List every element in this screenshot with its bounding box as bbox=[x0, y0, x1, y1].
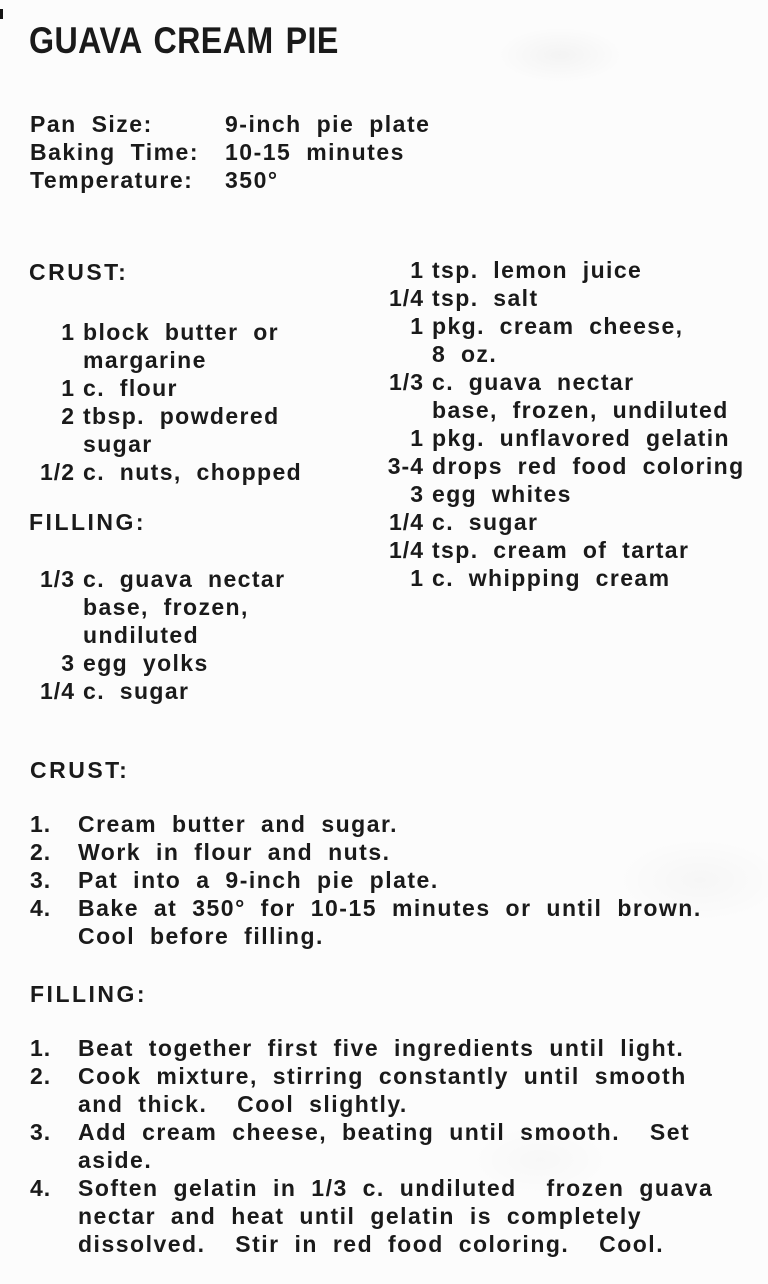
ingredient-row bbox=[378, 452, 745, 480]
step-number bbox=[30, 922, 78, 950]
step-number: 3. bbox=[30, 867, 52, 893]
step-number: 3. bbox=[30, 1119, 52, 1145]
ingredient-text: c. sugar bbox=[432, 509, 539, 535]
ingredient-row bbox=[378, 368, 745, 396]
meta-value: 350° bbox=[225, 167, 279, 193]
ingredient-qty: 3-4 bbox=[387, 453, 424, 479]
ingredient-row bbox=[29, 374, 302, 402]
ingredient-text: c. guava nectar bbox=[432, 369, 635, 395]
ingredient-qty: 1/4 bbox=[389, 509, 424, 535]
ingredient-row bbox=[378, 340, 745, 368]
filling-directions-heading: FILLING: bbox=[30, 981, 148, 1007]
direction-step bbox=[30, 810, 702, 838]
ingredient-row bbox=[29, 593, 302, 621]
step-number: 4. bbox=[30, 1175, 52, 1201]
direction-step bbox=[30, 1202, 713, 1230]
direction-step bbox=[30, 866, 702, 894]
step-text: Work in flour and nuts. bbox=[78, 839, 391, 865]
meta-value: 9-inch pie plate bbox=[225, 111, 431, 137]
ingredient-qty: 3 bbox=[61, 650, 75, 676]
ingredient-row bbox=[378, 536, 745, 564]
ingredient-qty: 1/3 bbox=[389, 369, 424, 395]
direction-step bbox=[30, 1034, 713, 1062]
direction-step bbox=[30, 1230, 713, 1258]
step-text: Cook mixture, stirring constantly until smooth bbox=[78, 1063, 687, 1089]
step-text: dissolved. Stir in red food coloring. Cool. bbox=[78, 1231, 665, 1257]
step-number bbox=[30, 1090, 78, 1118]
ingredient-qty: 3 bbox=[410, 481, 424, 507]
page-title: GUAVA CREAM PIE bbox=[29, 20, 339, 61]
step-number bbox=[30, 1230, 78, 1258]
direction-step bbox=[30, 894, 702, 922]
filling-ingredient-list bbox=[29, 565, 302, 705]
direction-step bbox=[30, 838, 702, 866]
step-text: Cool before filling. bbox=[78, 923, 324, 949]
ingredients-right-column bbox=[378, 256, 745, 592]
ingredient-row bbox=[29, 621, 302, 649]
ingredient-qty: 1/4 bbox=[389, 285, 424, 311]
ingredient-row bbox=[29, 565, 302, 593]
ingredient-text: drops red food coloring bbox=[432, 453, 745, 479]
direction-step bbox=[30, 1118, 713, 1146]
filling-directions-list bbox=[30, 1034, 713, 1258]
meta-row-baking-time bbox=[30, 138, 430, 166]
direction-step bbox=[30, 1146, 713, 1174]
step-number: 1. bbox=[30, 811, 52, 837]
ingredient-text: c. flour bbox=[83, 375, 178, 401]
step-text: aside. bbox=[78, 1147, 153, 1173]
step-text: nectar and heat until gelatin is completely bbox=[78, 1203, 643, 1229]
step-number bbox=[30, 1146, 78, 1174]
ingredient-text: base, frozen, bbox=[83, 594, 249, 620]
step-text: Soften gelatin in 1/3 c. undiluted frozen guava bbox=[78, 1175, 714, 1201]
step-text: Pat into a 9-inch pie plate. bbox=[78, 867, 439, 893]
step-number: 1. bbox=[30, 1035, 52, 1061]
ingredient-text: tsp. cream of tartar bbox=[432, 537, 690, 563]
crust-directions-heading: CRUST: bbox=[30, 757, 130, 783]
ingredient-qty bbox=[378, 396, 424, 424]
direction-step bbox=[30, 1090, 713, 1118]
ingredient-row bbox=[29, 318, 302, 346]
ingredient-qty: 1 bbox=[61, 319, 75, 345]
step-number: 4. bbox=[30, 895, 52, 921]
scan-artifact-mark bbox=[0, 9, 3, 19]
step-number bbox=[30, 1202, 78, 1230]
ingredient-qty: 1 bbox=[410, 565, 424, 591]
ingredient-qty: 1/4 bbox=[40, 678, 75, 704]
meta-row-pan-size bbox=[30, 110, 430, 138]
ingredient-text: c. sugar bbox=[83, 678, 190, 704]
meta-row-temperature bbox=[30, 166, 430, 194]
ingredient-qty: 1/4 bbox=[389, 537, 424, 563]
ingredient-text: margarine bbox=[83, 347, 207, 373]
ingredient-qty: 1 bbox=[61, 375, 75, 401]
ingredient-row bbox=[378, 564, 745, 592]
ingredient-qty: 1 bbox=[410, 313, 424, 339]
meta-label: Temperature: bbox=[30, 167, 194, 193]
ingredient-row bbox=[378, 396, 745, 424]
ingredient-text: c. whipping cream bbox=[432, 565, 671, 591]
ingredient-text: pkg. unflavored gelatin bbox=[432, 425, 730, 451]
step-text: Add cream cheese, beating until smooth. Set bbox=[78, 1119, 691, 1145]
ingredient-text: base, frozen, undiluted bbox=[432, 397, 729, 423]
ingredient-qty: 1 bbox=[410, 425, 424, 451]
meta-value: 10-15 minutes bbox=[225, 139, 405, 165]
step-text: and thick. Cool slightly. bbox=[78, 1091, 408, 1117]
step-number: 2. bbox=[30, 839, 52, 865]
ingredient-row bbox=[378, 480, 745, 508]
step-text: Beat together first five ingredients until light. bbox=[78, 1035, 685, 1061]
ingredient-row bbox=[378, 256, 745, 284]
direction-step bbox=[30, 922, 702, 950]
ingredient-row bbox=[29, 458, 302, 486]
ingredient-qty: 1/3 bbox=[40, 566, 75, 592]
ingredient-row bbox=[29, 346, 302, 374]
meta-label: Baking Time: bbox=[30, 139, 199, 165]
ingredient-row bbox=[378, 424, 745, 452]
ingredient-row bbox=[29, 677, 302, 705]
ingredient-text: tbsp. powdered bbox=[83, 403, 280, 429]
ingredient-text: pkg. cream cheese, bbox=[432, 313, 684, 339]
ingredient-row bbox=[29, 649, 302, 677]
step-number: 2. bbox=[30, 1063, 52, 1089]
ingredient-qty bbox=[378, 340, 424, 368]
step-text: Cream butter and sugar. bbox=[78, 811, 399, 837]
ingredient-qty: 2 bbox=[61, 403, 75, 429]
ingredient-row bbox=[378, 312, 745, 340]
ingredient-text: c. guava nectar bbox=[83, 566, 286, 592]
ingredient-text: undiluted bbox=[83, 622, 200, 648]
ingredient-text: 8 oz. bbox=[432, 341, 498, 367]
ingredient-qty bbox=[29, 593, 75, 621]
ingredient-qty bbox=[29, 430, 75, 458]
crust-ingredients-heading: CRUST: bbox=[29, 259, 129, 285]
crust-ingredient-list bbox=[29, 318, 302, 486]
step-text: Bake at 350° for 10-15 minutes or until brown. bbox=[78, 895, 702, 921]
ingredient-text: egg yolks bbox=[83, 650, 209, 676]
ingredient-row bbox=[29, 430, 302, 458]
recipe-meta bbox=[30, 110, 430, 194]
meta-label: Pan Size: bbox=[30, 111, 153, 137]
direction-step bbox=[30, 1062, 713, 1090]
ingredient-text: c. nuts, chopped bbox=[83, 459, 303, 485]
ingredient-text: block butter or bbox=[83, 319, 280, 345]
ingredient-text: egg whites bbox=[432, 481, 572, 507]
ingredient-qty: 1 bbox=[410, 257, 424, 283]
filling-ingredients-heading: FILLING: bbox=[29, 509, 147, 535]
direction-step bbox=[30, 1174, 713, 1202]
ingredients-left-column bbox=[29, 258, 302, 705]
ingredient-qty bbox=[29, 346, 75, 374]
ingredient-qty: 1/2 bbox=[40, 459, 75, 485]
ingredient-text: tsp. salt bbox=[432, 285, 539, 311]
ingredient-row bbox=[29, 402, 302, 430]
crust-directions-list bbox=[30, 810, 702, 950]
ingredient-row bbox=[378, 284, 745, 312]
ingredient-text: sugar bbox=[83, 431, 153, 457]
ingredient-qty bbox=[29, 621, 75, 649]
ingredient-text: tsp. lemon juice bbox=[432, 257, 643, 283]
ingredient-row bbox=[378, 508, 745, 536]
